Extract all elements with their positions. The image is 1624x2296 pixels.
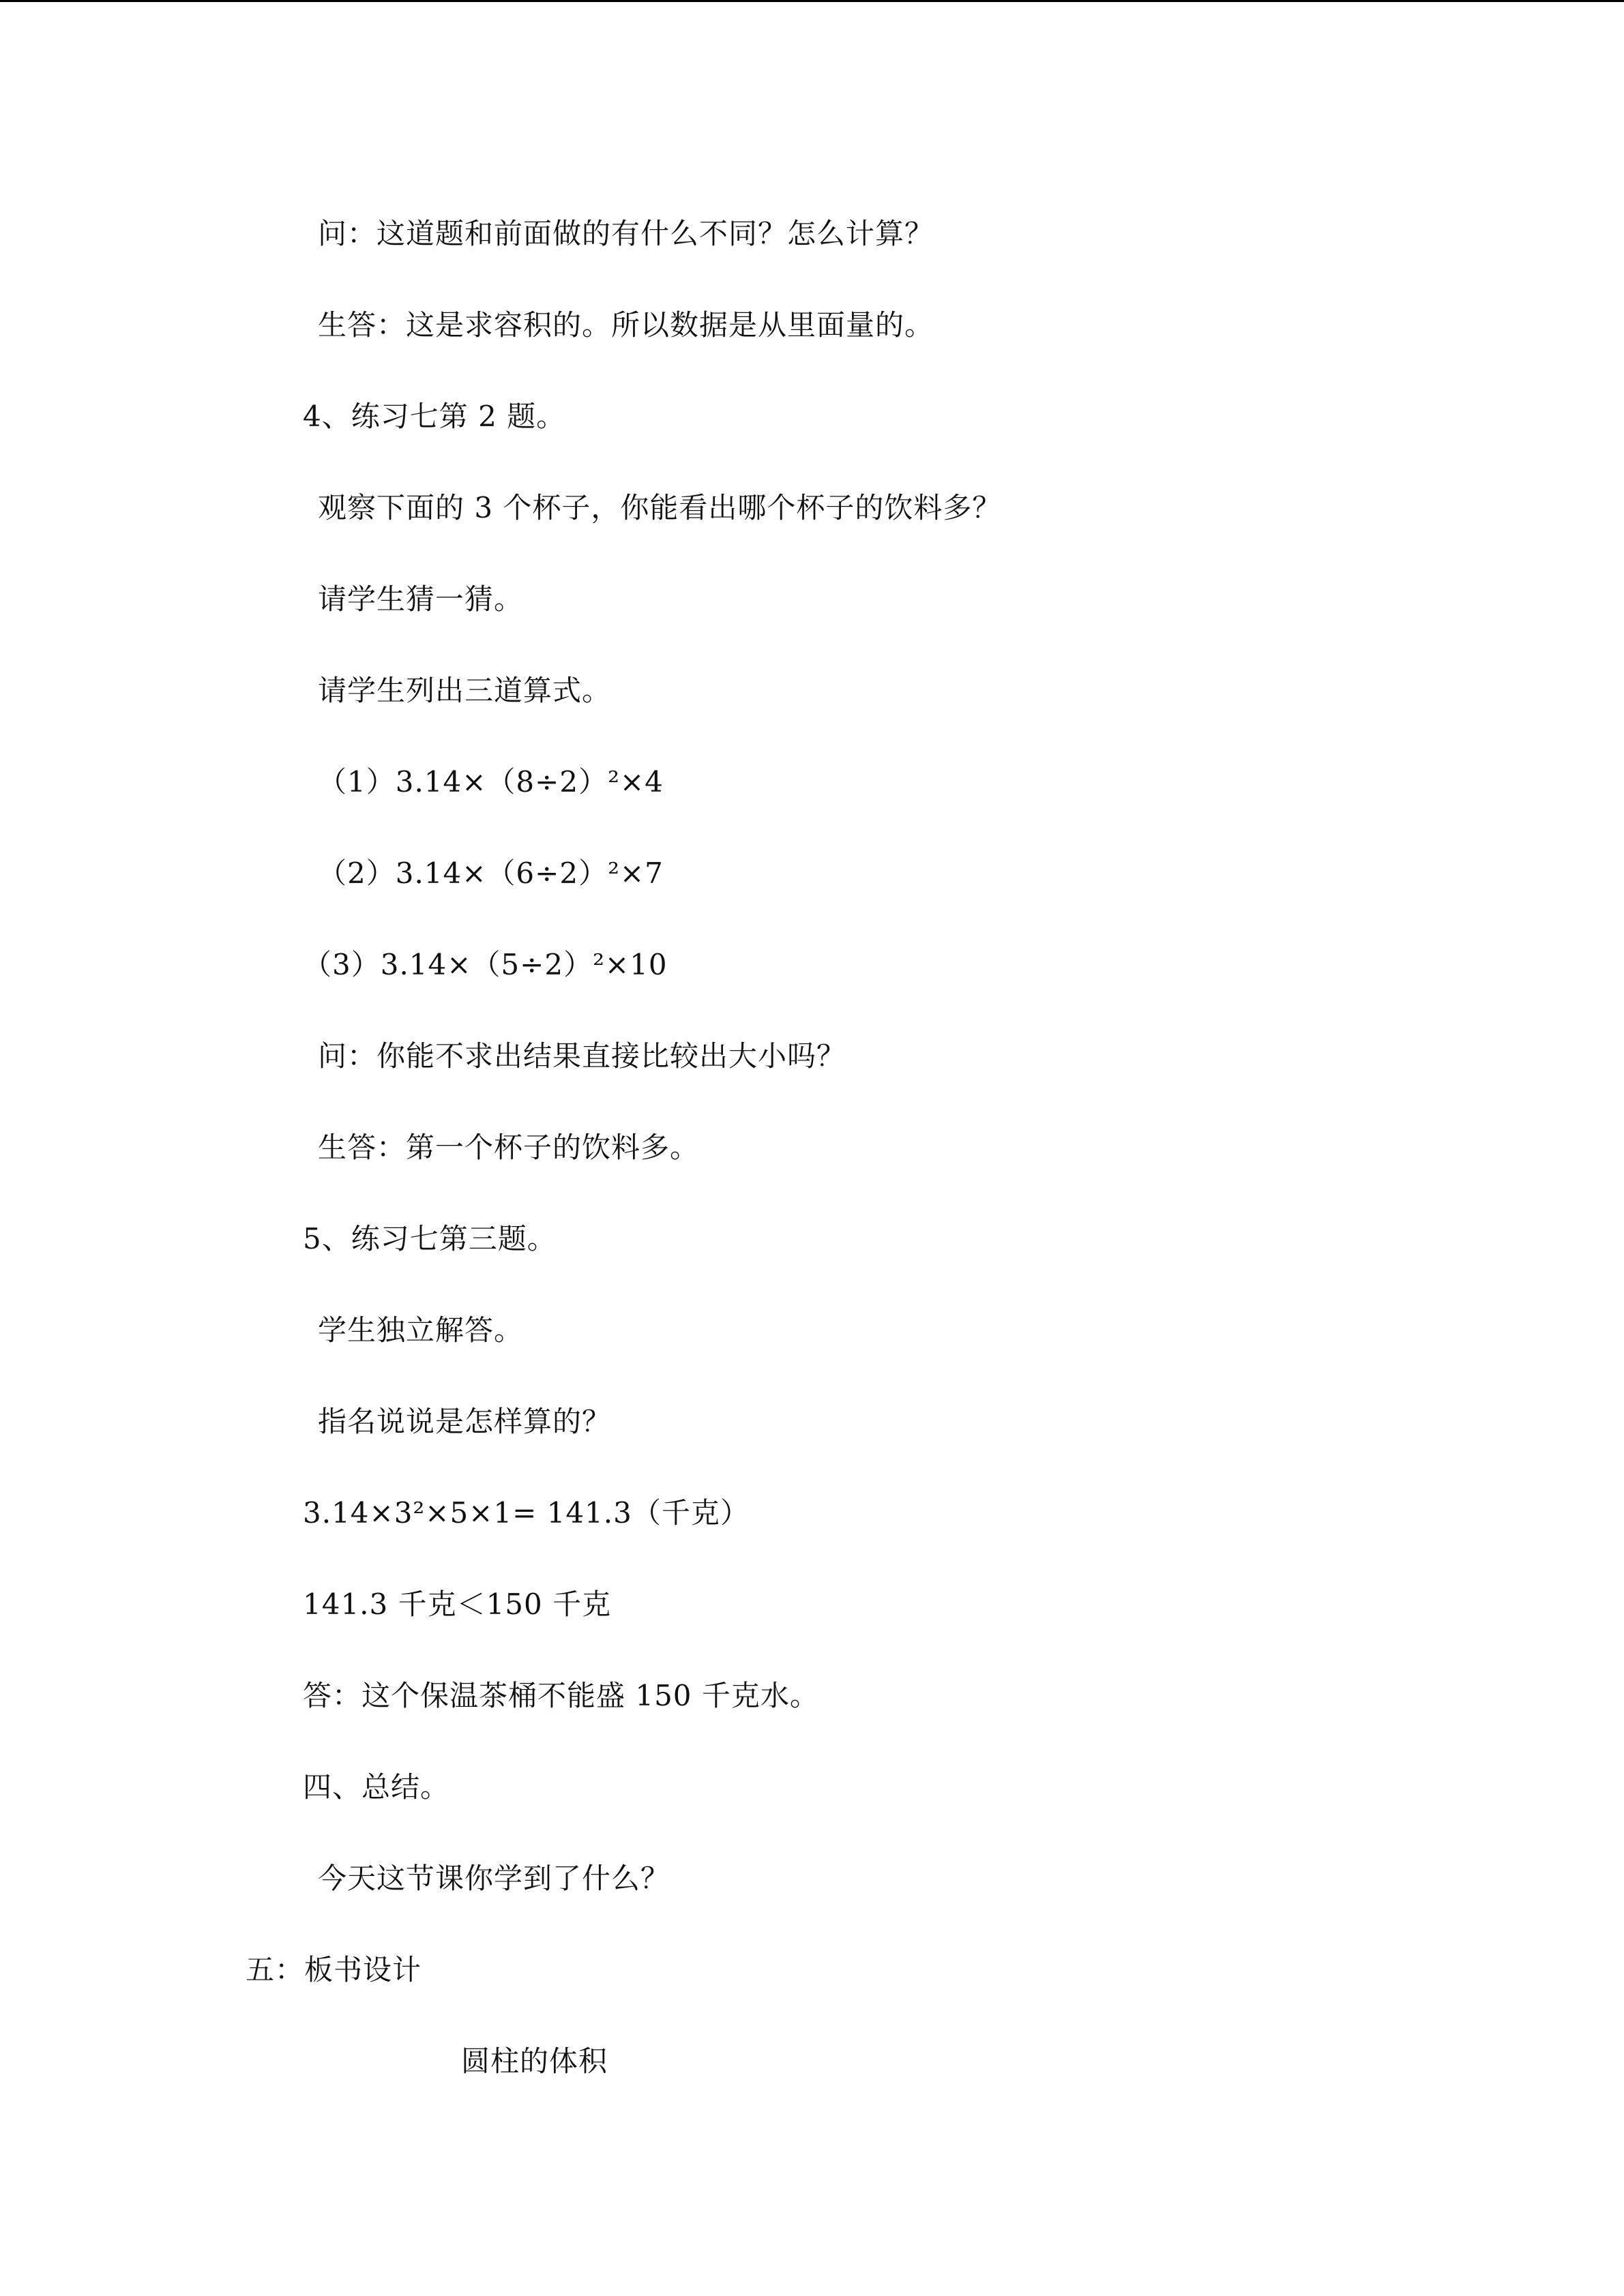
board-title: 圆柱的体积 <box>461 2044 608 2078</box>
answer-capacity-line: 生答：这是求容积的。所以数据是从里面量的。 <box>318 308 934 342</box>
answer-first-cup-line: 生答：第一个杯子的饮料多。 <box>318 1131 700 1164</box>
section-board-design-heading: 五：板书设计 <box>246 1953 422 1986</box>
explain-method-line: 指名说说是怎样算的？ <box>318 1405 612 1438</box>
students-guess-line: 请学生猜一猜。 <box>318 582 524 616</box>
question-difference-line: 问：这道题和前面做的有什么不同？怎么计算？ <box>318 217 934 250</box>
formula-3-line: （3）3.14×（5÷2）²×10 <box>303 948 668 981</box>
formula-1-line: （1）3.14×（8÷2）²×4 <box>318 765 664 799</box>
question-compare-line: 问：你能不求出结果直接比较出大小吗？ <box>318 1039 846 1073</box>
final-answer-line: 答：这个保温茶桶不能盛 150 千克水。 <box>303 1679 819 1712</box>
exercise-7-q2-heading: 4、练习七第 2 题。 <box>303 400 566 433</box>
observe-cups-line: 观察下面的 3 个杯子，你能看出哪个杯子的饮料多？ <box>318 491 1002 524</box>
formula-2-line: （2）3.14×（6÷2）²×7 <box>318 856 664 890</box>
section-summary-heading: 四、总结。 <box>303 1770 450 1804</box>
calculation-line: 3.14×3²×5×1= 141.3（千克） <box>303 1496 750 1530</box>
exercise-7-q3-heading: 5、练习七第三题。 <box>303 1222 557 1255</box>
summary-question-line: 今天这节课你学到了什么？ <box>318 1862 670 1895</box>
comparison-line: 141.3 千克＜150 千克 <box>303 1587 612 1621</box>
list-formulas-line: 请学生列出三道算式。 <box>318 674 612 707</box>
independent-solve-line: 学生独立解答。 <box>318 1313 524 1347</box>
